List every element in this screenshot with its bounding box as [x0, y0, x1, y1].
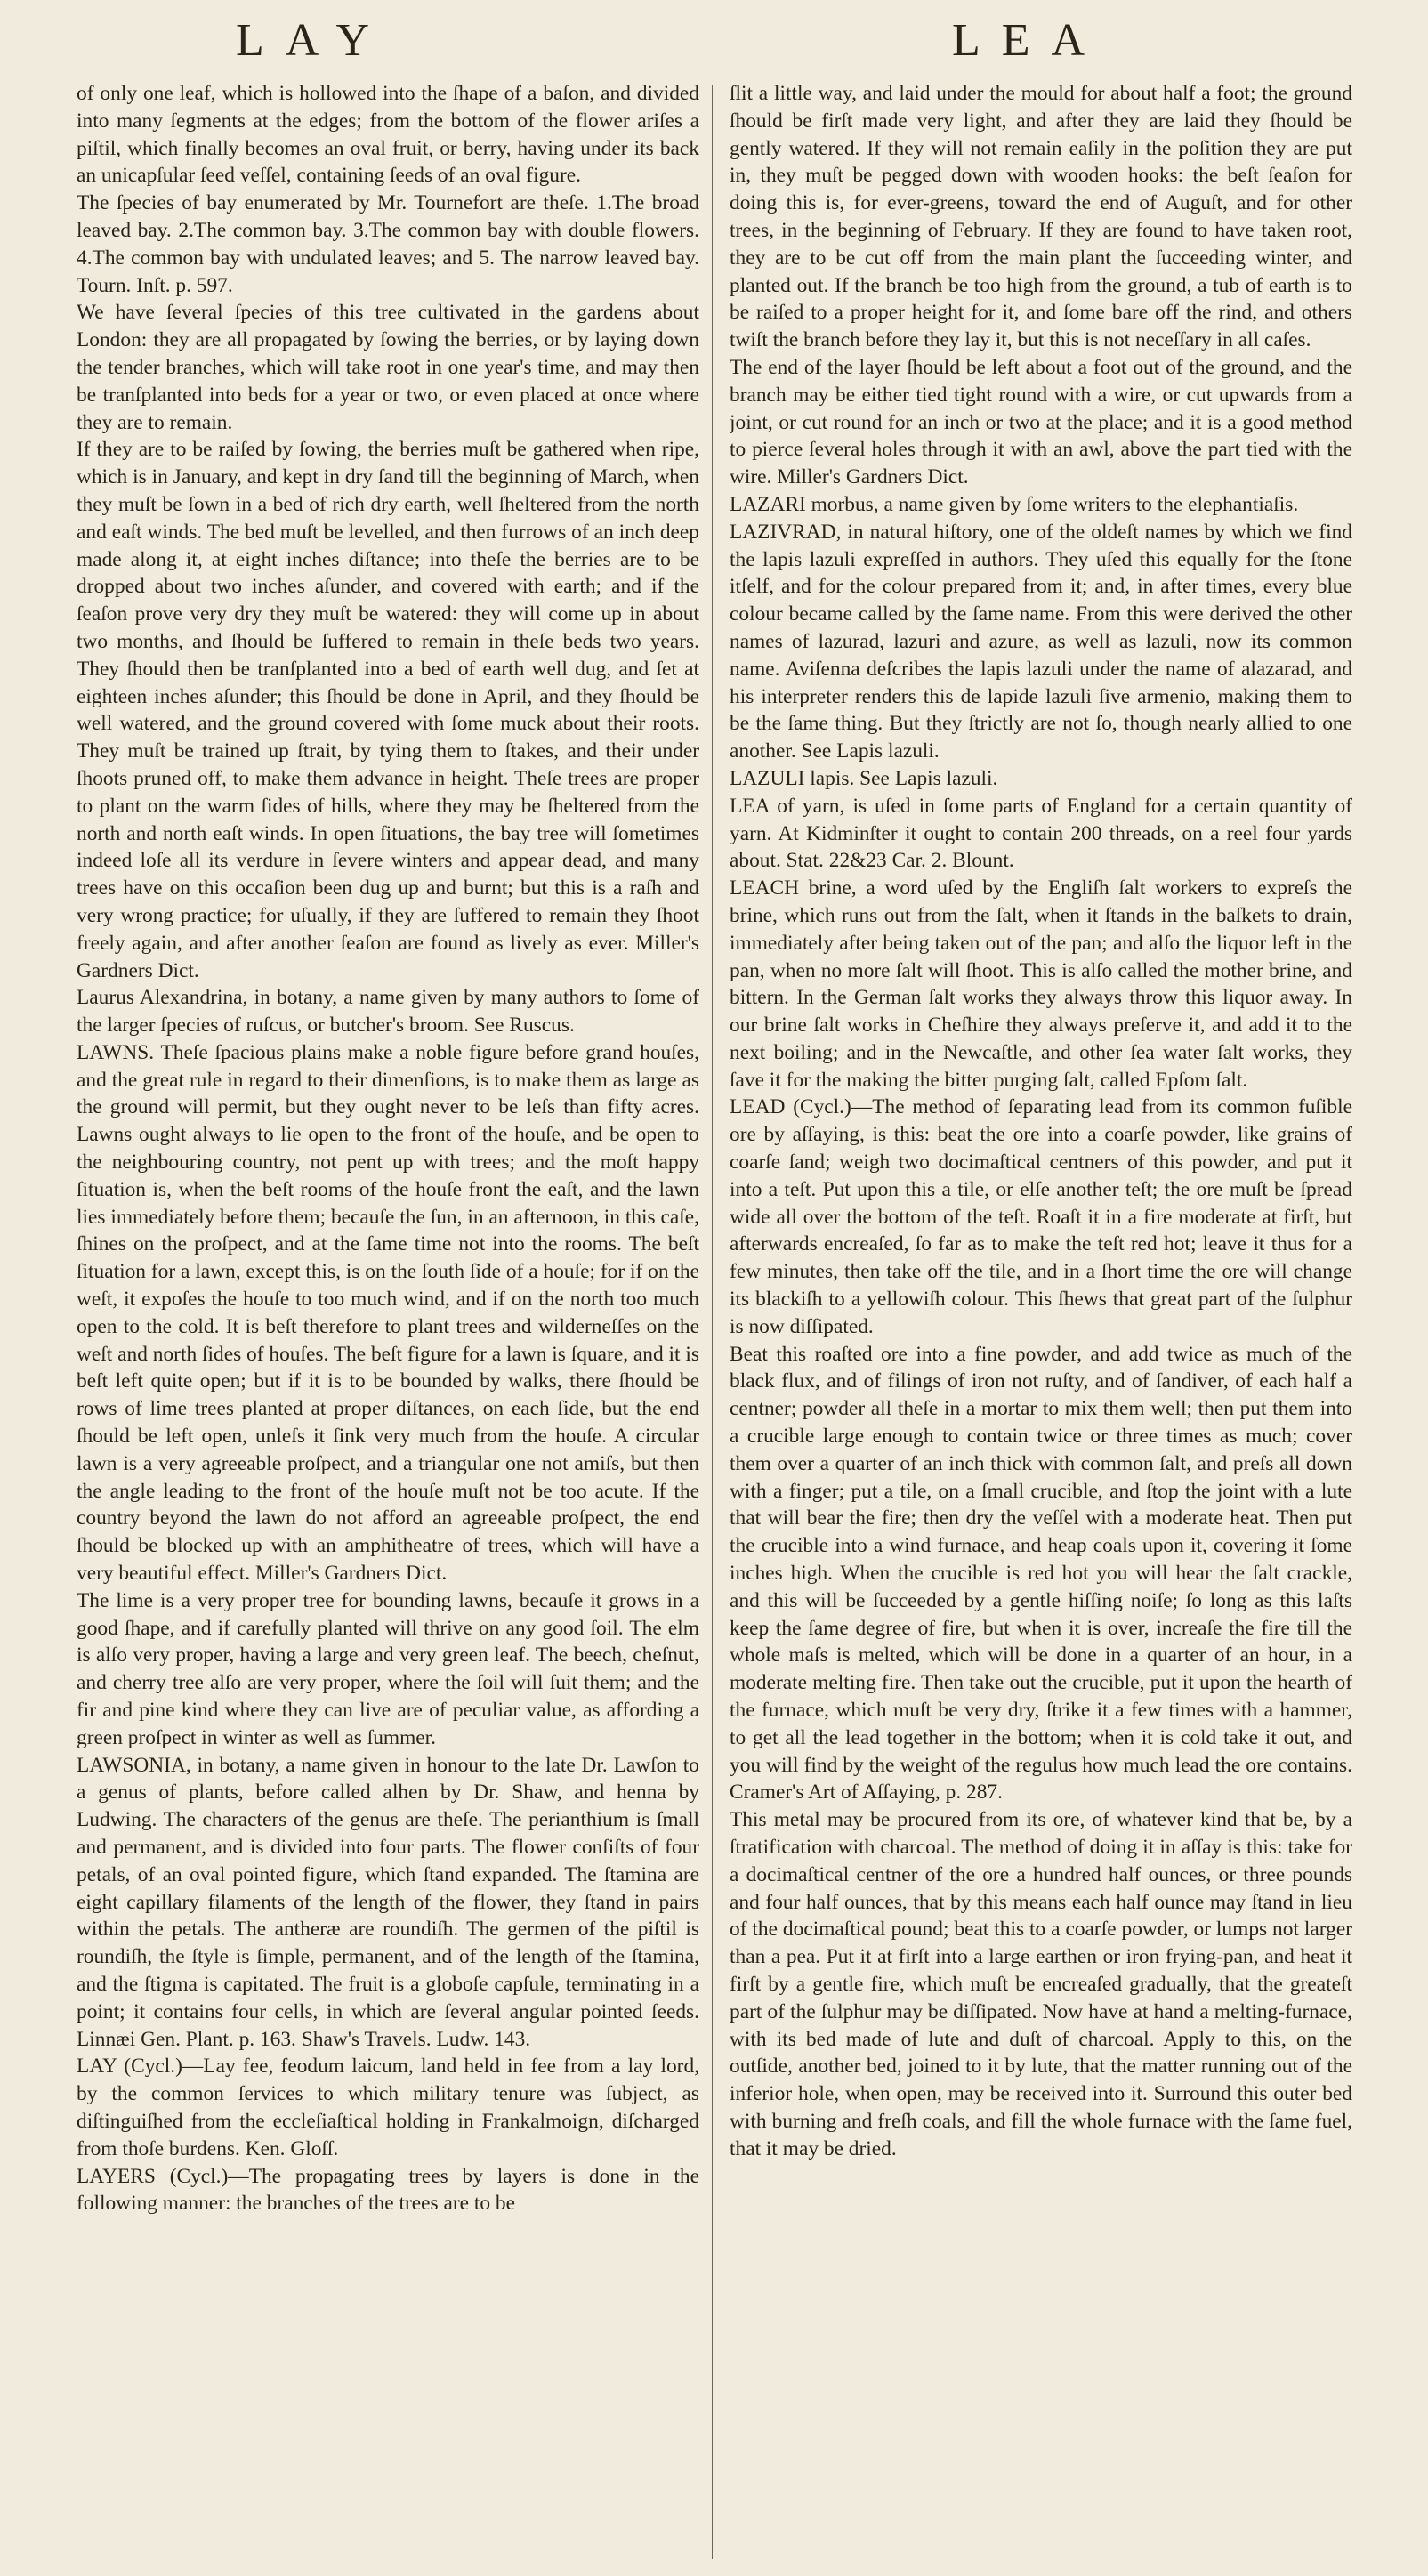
paragraph: If they are to be raiſed by ſowing, the berries muſt be gathered when ripe, which is in January, and kept in dry ſand till the beginning of March, when they muſt be ſown in a bed of rich dry earth, well ſheltered from the north and eaſt winds. The bed muſt be levelled, and then furrows of an inch deep made along it, at eight inches diſtance; into theſe the berries are to be dropped about two inches aſunder, and covered with earth; and if the ſeaſon prove very dry they muſt be watered: they will come up in about two months, and ſhould be ſuffered to remain in theſe beds two years. They ſhould then be tranſplanted into a bed of earth well dug, and ſet at eighteen inches aſunder; this ſhould be done in April, and they ſhould be well watered, and the ground covered with ſome muck about their roots. They muſt be trained up ſtrait, by tying them to ſtakes, and their under ſhoots pruned off, to make them advance in height. Theſe trees are proper to plant on the warm ſides of hills, where they may be ſheltered from the north and north eaſt winds. In open ſituations, the bay tree will ſometimes indeed loſe all its verdure in ſevere winters and appear dead, and many trees have on this occaſion been dug up and burnt; but this is a raſh and very wrong practice; for uſually, if they are ſuffered to remain they ſhoot freely again, and after another ſeaſon are found as lively as ever. Miller's Gardners Dict.: [77, 438, 699, 982]
entry-lazivrad: LAZIVRAD, in natural hiſtory, one of the oldeſt names by which we find the lapis lazuli expreſſed in authors. They uſed this equally for the ſtone itſelf, and for the colour prepared from it; and, in after times, every blue colour became called by the ſame name. From this were derived the other names of lazurad, lazuri and azure, as well as lazuli, now its common name. Aviſenna deſcribes the lapis lazuli under the name of alazarad, and his interpreter renders this de lapide lazuli ſive armenio, making them to be the ſame thing. But they ſtrictly are not ſo, though nearly allied to one another. See Lapis lazuli.: [730, 520, 1352, 763]
paragraph: We have ſeveral ſpecies of this tree cultivated in the gardens about London: they are all propagated by ſowing the berries, or by laying down the tender branches, which will take root in one year's time, and may then be tranſplanted into beds for a year or two, or even placed at once where they are to remain.: [77, 301, 699, 434]
paragraph: The end of the layer ſhould be left about a foot out of the ground, and the branch may be either tied tight round with a wire, or cut upwards from a joint, or cut round for an inch or two at the place; and it is a good method to pierce ſeveral holes through it with an awl, above the part tied with the wire. Miller's Gardners Dict.: [730, 355, 1352, 489]
paragraph: ſlit a little way, and laid under the mould for about half a foot; the ground ſhould be firſt made very light, and after they are laid they ſhould be gently watered. If they will not remain eaſily in the poſition they are put in, they muſt be pegged down with wooden hooks: the beſt ſeaſon for doing this is, for ever-greens, toward the end of Auguſt, and for other trees, in the beginning of February. If they are found to have taken root, they are to be cut off from the main plant the ſucceeding winter, and planted out. If the branch be too high from the ground, a tub of earth is to be raiſed to a proper height for it, and ſome bare off the rind, and others twiſt the branch before they lay it, but this is not neceſſary in all caſes.: [730, 82, 1352, 352]
entry-lazuli: LAZULI lapis. See Lapis lazuli.: [730, 766, 998, 790]
column-divider: [712, 85, 713, 2559]
running-head-right: LEA: [952, 15, 1107, 66]
running-head-left: LAY: [236, 15, 391, 66]
right-column: [730, 80, 1352, 2563]
entry-lawns: LAWNS. Theſe ſpacious plains make a noble figure before grand houſes, and the great rule in regard to their dimenſions, is to make them as large as the ground will permit, but they ought never to be leſs than fifty acres. Lawns ought always to lie open to the front of the houſe, and be open to the neighbouring country, not pent up with trees; and the moſt happy ſituation is, when the beſt rooms of the houſe front the eaſt, and the lawn lies immediately before them; becauſe the ſun, in an afternoon, in this caſe, ſhines on the proſpect, and at the ſame time not into the rooms. The beſt ſituation for a lawn, except this, is on the ſouth ſide of a houſe; for if on the weſt, it expoſes the houſe to too much wind, and if on the north too much open to the cold. It is beſt therefore to plant trees and wilderneſſes on the weſt and north ſides of houſes. The beſt figure for a lawn is ſquare, and it is beſt left quite open; but if it is to be bounded by walks, there ſhould be rows of lime trees planted at proper diſtances, on each ſide, but the end ſhould be left open, unleſs it ſink very much from the houſe. A circular lawn is a very agreeable proſpect, and a triangular one not amiſs, but then the angle leading to the front of the houſe muſt not be too acute. If the country beyond the lawn do not afford an agreeable proſpect, the end ſhould be blocked up with an amphitheatre of trees, which will have a very beautiful effect. Miller's Gardners Dict.: [77, 1040, 699, 1586]
paragraph: The ſpecies of bay enumerated by Mr. Tournefort are theſe. 1.The broad leaved bay. 2.The common bay. 3.The common bay with double flowers. 4.The common bay with undulated leaves; and 5. The narrow leaved bay. Tourn. Inſt. p. 597.: [77, 191, 699, 297]
left-column: [77, 80, 699, 2563]
paragraph: The lime is a very proper tree for bounding lawns, becauſe it grows in a good ſhape, and if carefully planted will thrive on any good ſoil. The elm is alſo very proper, having a large and very green leaf. The beech, cheſnut, and cherry tree alſo are very proper, where the ſoil will ſuit them; and the fir and pine kind where they can live are of peculiar value, as affording a green proſpect in winter as well as ſummer.: [77, 1588, 699, 1749]
paragraph: This metal may be procured from its ore, of whatever kind that be, by a ſtratification with charcoal. The method of doing it in aſſay is this: take for a docimaſtical centner of the ore a hundred half ounces, or three pounds and four half ounces, that by this means each half ounce may ſtand in lieu of the docimaſtical pound; beat this to a coarſe powder, or lumps not larger than a pea. Put it at firſt into a large earthen or iron frying-pan, and heat it firſt by a gentle fire, which muſt be encreaſed gradually, that the greateſt part of the ſulphur may be diſſipated. Now have at hand a melting-furnace, with its bed made of lute and duſt of charcoal. Apply to this, on the outſide, another bed, joined to it by lute, that the matter running out of the inferior hole, when open, may be received into it. Surround this outer bed with burning and freſh coals, and fill the whole furnace with the ſame fuel, that it may be dried.: [730, 1808, 1352, 2160]
entry-laurus: Laurus Alexandrina, in botany, a name given by many authors to ſome of the larger ſpecies of ruſcus, or butcher's broom. See Ruscus.: [77, 986, 699, 1038]
entry-layers: LAYERS (Cycl.)—The propagating trees by layers is done in the following manner: the branches of the trees are to be: [77, 2164, 699, 2216]
entry-lawsonia: LAWSONIA, in botany, a name given in honour to the late Dr. Lawſon to a genus of plants, before called alhen by Dr. Shaw, and henna by Ludwing. The characters of the genus are theſe. The perianthium is ſmall and permanent, and is divided into four parts. The flower conſiſts of four petals, of an oval pointed figure, which ſtand expanded. The ſtamina are eight capillary filaments of the length of the flower, they ſtand in pairs within the petals. The antheræ are roundiſh. The germen of the piſtil is roundiſh, the ſtyle is ſimple, permanent, and of the length of the ſtamina, and the ſtigma is capitated. The fruit is a globoſe capſule, terminating in a point; it contains four cells, in which are ſeveral angular pointed ſeeds. Linnæi Gen. Plant. p. 163. Shaw's Travels. Ludw. 143.: [77, 1753, 699, 2051]
entry-lay: LAY (Cycl.)—Lay fee, feodum laicum, land held in fee from a lay lord, by the common ſervices to which military tenure was ſubject, as diſtinguiſhed from the eccleſiaſtical holding in Frankalmoign, diſcharged from thoſe burdens. Ken. Gloſſ.: [77, 2055, 699, 2160]
entry-lazari: LAZARI morbus, a name given by ſome writers to the elephantiaſis.: [730, 492, 1299, 516]
entry-lea: LEA of yarn, is uſed in ſome parts of England for a certain quantity of yarn. At Kidminſter it ought to contain 200 threads, on a reel four yards about. Stat. 22&23 Car. 2. Blount.: [730, 794, 1352, 873]
running-head: [0, 5, 1428, 77]
entry-leach: LEACH brine, a word uſed by the Engliſh ſalt workers to expreſs the brine, which runs out from the ſalt, when it ſtands in the baſkets to drain, immediately after being taken out of the pan; and alſo the liquor left in the pan, when no more ſalt will ſhoot. This is alſo called the mother brine, and bittern. In the German ſalt works they always throw this liquor away. In our brine ſalt works in Cheſhire they always preſerve it, and add it to the next boiling; and in the Newcaſtle, and other ſea water ſalt works, they ſave it for the making the bitter purging ſalt, called Epſom ſalt.: [730, 876, 1352, 1092]
entry-lead: LEAD (Cycl.)—The method of ſeparating lead from its common fuſible ore by aſſaying, is this: beat the ore into a coarſe powder, like grains of coarſe ſand; weigh two docimaſtical centners of this powder, and put it into a teſt. Put upon this a tile, or elſe another teſt; the ore muſt be ſpread wide all over the bottom of the teſt. Roaſt it in a fire moderate at firſt, but afterwards encreaſed, ſo far as to make the teſt red hot; leave it thus for a few minutes, then take off the tile, and in a ſhort time the ore will change its blackiſh to a yellowiſh colour. This ſhews that great part of the ſulphur is now diſſipated.: [730, 1095, 1352, 1338]
paragraph: of only one leaf, which is hollowed into the ſhape of a baſon, and divided into many ſegments at the edges; from the bottom of the flower ariſes a piſtil, which finally becomes an oval fruit, or berry, having under its back an unicapſular ſeed veſſel, containing ſeeds of an oval figure.: [77, 82, 699, 188]
paragraph: Beat this roaſted ore into a fine powder, and add twice as much of the black flux, and of filings of iron not ruſty, and of ſandiver, of each half a centner; powder all theſe in a mortar to mix them well; then put them into a crucible large enough to contain twice or three times as much; cover them over a quarter of an inch thick with common ſalt, and preſs all down with a finger; put a tile, on a ſmall crucible, and ſtop the joint with a lute that will bear the fire; then dry the veſſel with a moderate heat. Then put the crucible into a wind furnace, and heap coals upon it, covering it ſome inches high. When the crucible is red hot you will hear the ſalt crackle, and this will be ſucceeded by a gentle hiſſing noiſe; ſo long as this laſts keep the ſame degree of fire, but when it is over, increaſe the fire till the whole maſs is melted, which will be done in a quarter of an hour, in a moderate melting fire. Then take out the crucible, put it upon the hearth of the furnace, which muſt be very dry, ſtrike it a few times with a hammer, to get all the lead together in the bottom; when it is cold take it out, and you will find by the weight of the regulus how much lead the ore contains. Cramer's Art of Aſſaying, p. 287.: [730, 1342, 1352, 1805]
